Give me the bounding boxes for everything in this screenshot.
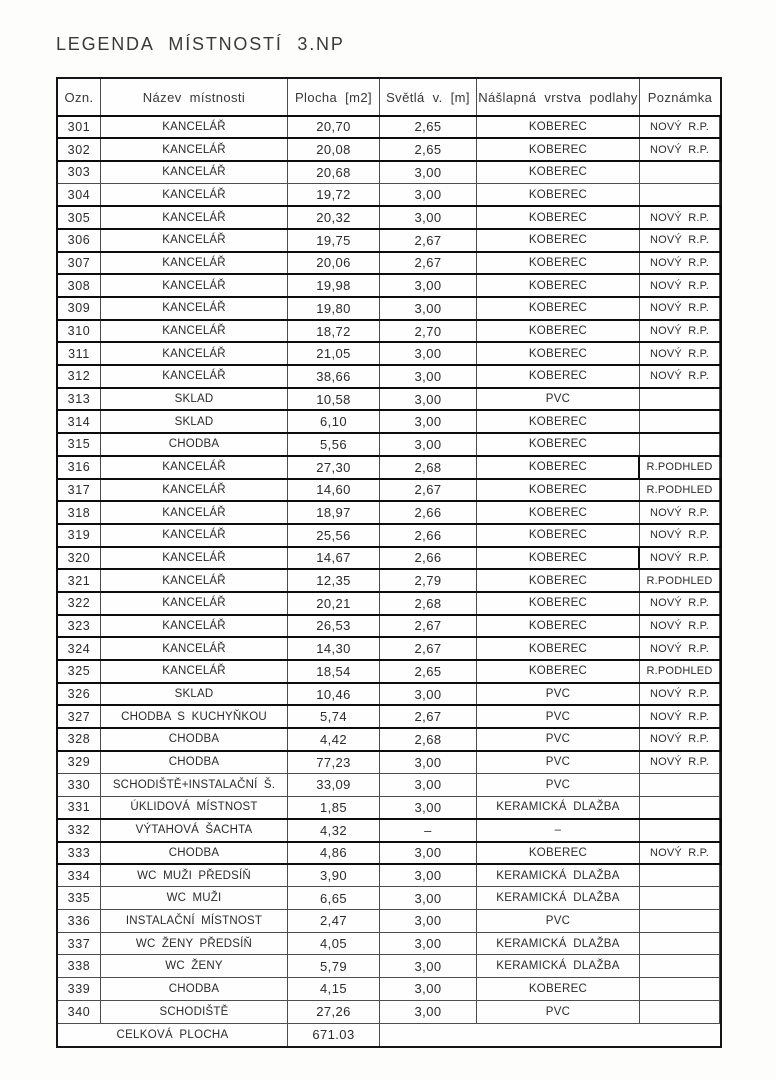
cell-svetla: 3,00	[380, 388, 477, 411]
cell-svetla: 2,67	[380, 615, 477, 638]
cell-ozn: 336	[58, 910, 101, 933]
table-header-row	[58, 79, 720, 116]
cell-nazev: KANCELÁŘ	[101, 229, 288, 252]
cell-poznamka: NOVÝ R.P.	[640, 547, 720, 570]
cell-ozn: 319	[58, 524, 101, 547]
cell-plocha: 10,46	[288, 683, 380, 706]
cell-ozn: 306	[58, 229, 101, 252]
cell-plocha: 21,05	[288, 343, 380, 366]
cell-plocha: 14,30	[288, 638, 380, 661]
cell-svetla: 3,00	[380, 978, 477, 1001]
cell-podlaha: KOBEREC	[477, 366, 640, 389]
cell-podlaha: KOBEREC	[477, 479, 640, 502]
cell-poznamka	[640, 910, 720, 933]
cell-podlaha: KOBEREC	[477, 615, 640, 638]
cell-poznamka: NOVÝ R.P.	[640, 842, 720, 865]
table-row	[58, 729, 720, 752]
cell-plocha: 5,79	[288, 955, 380, 978]
cell-svetla: 3,00	[380, 933, 477, 956]
header-nazev-mistnosti: Název místnosti	[101, 79, 288, 116]
cell-ozn: 320	[58, 547, 101, 570]
cell-nazev: VÝTAHOVÁ ŠACHTA	[101, 819, 288, 842]
cell-plocha: 33,09	[288, 774, 380, 797]
table-row	[58, 229, 720, 252]
table-row	[58, 910, 720, 933]
total-label: CELKOVÁ PLOCHA	[58, 1024, 288, 1047]
cell-svetla: 3,00	[380, 1001, 477, 1024]
cell-plocha: 4,32	[288, 819, 380, 842]
cell-svetla: 2,65	[380, 139, 477, 162]
cell-ozn: 329	[58, 751, 101, 774]
cell-svetla: 3,00	[380, 207, 477, 230]
cell-nazev: CHODBA	[101, 729, 288, 752]
cell-plocha: 4,15	[288, 978, 380, 1001]
header-ozn: Ozn.	[58, 79, 101, 116]
cell-plocha: 18,97	[288, 502, 380, 525]
cell-svetla: 3,00	[380, 683, 477, 706]
cell-poznamka: NOVÝ R.P.	[640, 524, 720, 547]
cell-podlaha: KOBEREC	[477, 343, 640, 366]
cell-poznamka	[640, 978, 720, 1001]
cell-ozn: 302	[58, 139, 101, 162]
cell-podlaha: KOBEREC	[477, 161, 640, 184]
table-row	[58, 1001, 720, 1024]
cell-poznamka: NOVÝ R.P.	[640, 207, 720, 230]
cell-podlaha: KOBEREC	[477, 842, 640, 865]
cell-plocha: 27,26	[288, 1001, 380, 1024]
cell-poznamka	[640, 434, 720, 457]
cell-plocha: 25,56	[288, 524, 380, 547]
cell-plocha: 26,53	[288, 615, 380, 638]
cell-plocha: 19,72	[288, 184, 380, 207]
cell-nazev: KANCELÁŘ	[101, 116, 288, 139]
cell-podlaha: KOBEREC	[477, 252, 640, 275]
cell-nazev: KANCELÁŘ	[101, 275, 288, 298]
cell-poznamka	[640, 865, 720, 888]
cell-poznamka: NOVÝ R.P.	[640, 751, 720, 774]
cell-nazev: KANCELÁŘ	[101, 161, 288, 184]
cell-podlaha: KERAMICKÁ DLAŽBA	[477, 933, 640, 956]
cell-nazev: CHODBA	[101, 751, 288, 774]
cell-ozn: 312	[58, 366, 101, 389]
cell-plocha: 5,74	[288, 706, 380, 729]
cell-podlaha: KOBEREC	[477, 638, 640, 661]
cell-svetla: 2,67	[380, 479, 477, 502]
cell-svetla: 3,00	[380, 955, 477, 978]
cell-nazev: CHODBA S KUCHYŇKOU	[101, 706, 288, 729]
cell-plocha: 4,42	[288, 729, 380, 752]
cell-svetla: 3,00	[380, 887, 477, 910]
cell-plocha: 4,05	[288, 933, 380, 956]
cell-poznamka: NOVÝ R.P.	[640, 592, 720, 615]
cell-plocha: 6,10	[288, 411, 380, 434]
cell-podlaha: KOBEREC	[477, 320, 640, 343]
cell-poznamka: NOVÝ R.P.	[640, 252, 720, 275]
cell-poznamka: R.PODHLED	[640, 570, 720, 593]
cell-poznamka: NOVÝ R.P.	[640, 116, 720, 139]
cell-svetla: 2,68	[380, 729, 477, 752]
cell-poznamka: NOVÝ R.P.	[640, 343, 720, 366]
header-naslapna-vrstva: Nášlapná vrstva podlahy	[477, 79, 640, 116]
cell-svetla: 3,00	[380, 275, 477, 298]
cell-svetla: 2,66	[380, 502, 477, 525]
cell-poznamka	[640, 774, 720, 797]
cell-svetla: 3,00	[380, 774, 477, 797]
cell-svetla: 3,00	[380, 751, 477, 774]
cell-svetla: 3,00	[380, 865, 477, 888]
cell-svetla: 2,66	[380, 524, 477, 547]
cell-nazev: KANCELÁŘ	[101, 615, 288, 638]
table-row	[58, 207, 720, 230]
cell-svetla: 2,67	[380, 638, 477, 661]
cell-podlaha: KOBEREC	[477, 978, 640, 1001]
cell-svetla: 3,00	[380, 298, 477, 321]
cell-podlaha: PVC	[477, 1001, 640, 1024]
total-row	[58, 1024, 720, 1047]
cell-nazev: KANCELÁŘ	[101, 547, 288, 570]
table-row	[58, 502, 720, 525]
cell-svetla: 2,67	[380, 229, 477, 252]
cell-nazev: KANCELÁŘ	[101, 638, 288, 661]
cell-plocha: 6,65	[288, 887, 380, 910]
cell-nazev: KANCELÁŘ	[101, 207, 288, 230]
cell-nazev: WC ŽENY	[101, 955, 288, 978]
cell-nazev: KANCELÁŘ	[101, 456, 288, 479]
cell-nazev: KANCELÁŘ	[101, 479, 288, 502]
cell-plocha: 20,70	[288, 116, 380, 139]
cell-ozn: 328	[58, 729, 101, 752]
cell-podlaha: KOBEREC	[477, 570, 640, 593]
cell-poznamka: NOVÝ R.P.	[640, 638, 720, 661]
cell-plocha: 20,68	[288, 161, 380, 184]
cell-ozn: 339	[58, 978, 101, 1001]
cell-nazev: KANCELÁŘ	[101, 320, 288, 343]
cell-podlaha: PVC	[477, 729, 640, 752]
cell-nazev: KANCELÁŘ	[101, 184, 288, 207]
cell-podlaha: KOBEREC	[477, 661, 640, 684]
page-title: LEGENDA MÍSTNOSTÍ 3.NP	[56, 34, 345, 54]
cell-ozn: 331	[58, 797, 101, 820]
cell-podlaha: PVC	[477, 910, 640, 933]
cell-ozn: 335	[58, 887, 101, 910]
table-row	[58, 434, 720, 457]
cell-ozn: 311	[58, 343, 101, 366]
cell-podlaha: KOBEREC	[477, 207, 640, 230]
cell-poznamka	[640, 161, 720, 184]
cell-svetla: 3,00	[380, 434, 477, 457]
table-row	[58, 887, 720, 910]
cell-nazev: CHODBA	[101, 434, 288, 457]
cell-poznamka: NOVÝ R.P.	[640, 366, 720, 389]
cell-svetla: –	[380, 819, 477, 842]
cell-poznamka	[640, 388, 720, 411]
cell-ozn: 313	[58, 388, 101, 411]
header-svetla-vyska: Světlá v. [m]	[380, 79, 477, 116]
room-legend-table	[56, 77, 722, 1048]
cell-poznamka	[640, 411, 720, 434]
cell-podlaha: KOBEREC	[477, 434, 640, 457]
cell-ozn: 314	[58, 411, 101, 434]
cell-svetla: 2,79	[380, 570, 477, 593]
cell-poznamka: R.PODHLED	[640, 661, 720, 684]
cell-nazev: SKLAD	[101, 411, 288, 434]
table-row	[58, 661, 720, 684]
cell-podlaha: PVC	[477, 683, 640, 706]
table-row	[58, 184, 720, 207]
cell-svetla: 2,68	[380, 592, 477, 615]
cell-plocha: 18,72	[288, 320, 380, 343]
table-row	[58, 978, 720, 1001]
cell-plocha: 19,98	[288, 275, 380, 298]
table-row	[58, 955, 720, 978]
cell-podlaha: KOBEREC	[477, 275, 640, 298]
table-row	[58, 547, 720, 570]
cell-ozn: 307	[58, 252, 101, 275]
total-area-value: 671.03	[288, 1024, 380, 1047]
table-row	[58, 638, 720, 661]
cell-poznamka: NOVÝ R.P.	[640, 320, 720, 343]
cell-podlaha: PVC	[477, 388, 640, 411]
cell-nazev: SKLAD	[101, 388, 288, 411]
cell-svetla: 2,67	[380, 252, 477, 275]
cell-svetla: 2,70	[380, 320, 477, 343]
table-row	[58, 456, 720, 479]
cell-ozn: 333	[58, 842, 101, 865]
cell-poznamka: NOVÝ R.P.	[640, 229, 720, 252]
cell-plocha: 1,85	[288, 797, 380, 820]
cell-svetla: 3,00	[380, 161, 477, 184]
cell-ozn: 315	[58, 434, 101, 457]
cell-ozn: 332	[58, 819, 101, 842]
cell-plocha: 3,90	[288, 865, 380, 888]
cell-podlaha: KERAMICKÁ DLAŽBA	[477, 955, 640, 978]
cell-svetla: 2,65	[380, 661, 477, 684]
cell-poznamka: NOVÝ R.P.	[640, 275, 720, 298]
cell-podlaha: KOBEREC	[477, 184, 640, 207]
table-row	[58, 116, 720, 139]
cell-plocha: 10,58	[288, 388, 380, 411]
cell-ozn: 323	[58, 615, 101, 638]
table-row	[58, 751, 720, 774]
cell-plocha: 38,66	[288, 366, 380, 389]
table-row	[58, 343, 720, 366]
cell-ozn: 324	[58, 638, 101, 661]
cell-podlaha: KOBEREC	[477, 411, 640, 434]
table-row	[58, 298, 720, 321]
cell-ozn: 337	[58, 933, 101, 956]
cell-poznamka: NOVÝ R.P.	[640, 615, 720, 638]
cell-podlaha: PVC	[477, 774, 640, 797]
cell-nazev: SCHODIŠTĚ	[101, 1001, 288, 1024]
table-row	[58, 479, 720, 502]
cell-plocha: 18,54	[288, 661, 380, 684]
cell-poznamka	[640, 887, 720, 910]
cell-nazev: KANCELÁŘ	[101, 524, 288, 547]
cell-plocha: 4,86	[288, 842, 380, 865]
cell-poznamka	[640, 797, 720, 820]
cell-podlaha: KOBEREC	[477, 547, 640, 570]
cell-poznamka: R.PODHLED	[640, 456, 720, 479]
table-row	[58, 797, 720, 820]
table-row	[58, 388, 720, 411]
cell-poznamka	[640, 955, 720, 978]
cell-nazev: KANCELÁŘ	[101, 502, 288, 525]
cell-plocha: 77,23	[288, 751, 380, 774]
cell-nazev: SKLAD	[101, 683, 288, 706]
cell-nazev: KANCELÁŘ	[101, 252, 288, 275]
cell-poznamka: NOVÝ R.P.	[640, 502, 720, 525]
cell-ozn: 327	[58, 706, 101, 729]
cell-poznamka	[640, 933, 720, 956]
cell-nazev: WC MUŽI	[101, 887, 288, 910]
cell-plocha: 5,56	[288, 434, 380, 457]
cell-plocha: 14,60	[288, 479, 380, 502]
cell-svetla: 3,00	[380, 366, 477, 389]
table-row	[58, 842, 720, 865]
cell-podlaha: PVC	[477, 706, 640, 729]
table-row	[58, 139, 720, 162]
cell-svetla: 2,67	[380, 706, 477, 729]
cell-plocha: 20,06	[288, 252, 380, 275]
cell-ozn: 305	[58, 207, 101, 230]
cell-ozn: 326	[58, 683, 101, 706]
cell-ozn: 309	[58, 298, 101, 321]
cell-ozn: 340	[58, 1001, 101, 1024]
table-row	[58, 592, 720, 615]
cell-svetla: 3,00	[380, 797, 477, 820]
cell-ozn: 303	[58, 161, 101, 184]
cell-podlaha: KOBEREC	[477, 298, 640, 321]
cell-poznamka: NOVÝ R.P.	[640, 729, 720, 752]
cell-ozn: 308	[58, 275, 101, 298]
cell-ozn: 318	[58, 502, 101, 525]
cell-ozn: 301	[58, 116, 101, 139]
cell-podlaha: PVC	[477, 751, 640, 774]
header-poznamka: Poznámka	[640, 79, 720, 116]
table-row	[58, 161, 720, 184]
cell-nazev: SCHODIŠTĚ+INSTALAČNÍ Š.	[101, 774, 288, 797]
cell-podlaha: KOBEREC	[477, 592, 640, 615]
cell-nazev: KANCELÁŘ	[101, 343, 288, 366]
table-row	[58, 819, 720, 842]
cell-podlaha: KOBEREC	[477, 139, 640, 162]
cell-plocha: 19,80	[288, 298, 380, 321]
cell-plocha: 14,67	[288, 547, 380, 570]
table-row	[58, 320, 720, 343]
cell-podlaha: KOBEREC	[477, 524, 640, 547]
cell-poznamka	[640, 184, 720, 207]
cell-plocha: 20,32	[288, 207, 380, 230]
cell-plocha: 20,08	[288, 139, 380, 162]
cell-svetla: 3,00	[380, 411, 477, 434]
cell-svetla: 3,00	[380, 343, 477, 366]
cell-plocha: 2,47	[288, 910, 380, 933]
cell-poznamka: R.PODHLED	[640, 479, 720, 502]
cell-nazev: KANCELÁŘ	[101, 661, 288, 684]
cell-podlaha: KERAMICKÁ DLAŽBA	[477, 797, 640, 820]
cell-poznamka: NOVÝ R.P.	[640, 683, 720, 706]
table-row	[58, 524, 720, 547]
table-row	[58, 615, 720, 638]
cell-podlaha: KOBEREC	[477, 116, 640, 139]
cell-podlaha: KOBEREC	[477, 456, 640, 479]
cell-ozn: 338	[58, 955, 101, 978]
cell-plocha: 20,21	[288, 592, 380, 615]
table-row	[58, 570, 720, 593]
cell-podlaha: –	[477, 819, 640, 842]
cell-podlaha: KERAMICKÁ DLAŽBA	[477, 865, 640, 888]
cell-nazev: CHODBA	[101, 978, 288, 1001]
cell-svetla: 3,00	[380, 842, 477, 865]
cell-plocha: 19,75	[288, 229, 380, 252]
cell-nazev: WC ŽENY PŘEDSÍŇ	[101, 933, 288, 956]
cell-plocha: 27,30	[288, 456, 380, 479]
cell-ozn: 316	[58, 456, 101, 479]
cell-ozn: 330	[58, 774, 101, 797]
cell-podlaha: KOBEREC	[477, 502, 640, 525]
cell-svetla: 3,00	[380, 910, 477, 933]
cell-ozn: 321	[58, 570, 101, 593]
cell-nazev: KANCELÁŘ	[101, 366, 288, 389]
table-row	[58, 683, 720, 706]
total-empty-cell	[380, 1024, 720, 1047]
cell-nazev: KANCELÁŘ	[101, 139, 288, 162]
cell-podlaha: KOBEREC	[477, 229, 640, 252]
cell-ozn: 325	[58, 661, 101, 684]
cell-ozn: 317	[58, 479, 101, 502]
table-row	[58, 706, 720, 729]
cell-poznamka: NOVÝ R.P.	[640, 298, 720, 321]
table-row	[58, 275, 720, 298]
cell-svetla: 3,00	[380, 184, 477, 207]
cell-plocha: 12,35	[288, 570, 380, 593]
cell-nazev: INSTALAČNÍ MÍSTNOST	[101, 910, 288, 933]
cell-svetla: 2,68	[380, 456, 477, 479]
cell-podlaha: KERAMICKÁ DLAŽBA	[477, 887, 640, 910]
table-row	[58, 774, 720, 797]
table-row	[58, 933, 720, 956]
table-row	[58, 865, 720, 888]
table-row	[58, 366, 720, 389]
cell-poznamka: NOVÝ R.P.	[640, 139, 720, 162]
cell-poznamka: NOVÝ R.P.	[640, 706, 720, 729]
cell-poznamka	[640, 1001, 720, 1024]
cell-nazev: ÚKLIDOVÁ MÍSTNOST	[101, 797, 288, 820]
cell-ozn: 310	[58, 320, 101, 343]
cell-ozn: 304	[58, 184, 101, 207]
cell-nazev: CHODBA	[101, 842, 288, 865]
table-row	[58, 411, 720, 434]
table-body	[58, 116, 720, 1024]
cell-svetla: 2,66	[380, 547, 477, 570]
cell-svetla: 2,65	[380, 116, 477, 139]
cell-nazev: KANCELÁŘ	[101, 298, 288, 321]
cell-nazev: KANCELÁŘ	[101, 592, 288, 615]
cell-poznamka	[640, 819, 720, 842]
cell-ozn: 334	[58, 865, 101, 888]
cell-nazev: KANCELÁŘ	[101, 570, 288, 593]
table-row	[58, 252, 720, 275]
cell-ozn: 322	[58, 592, 101, 615]
header-plocha: Plocha [m2]	[288, 79, 380, 116]
cell-nazev: WC MUŽI PŘEDSÍŇ	[101, 865, 288, 888]
